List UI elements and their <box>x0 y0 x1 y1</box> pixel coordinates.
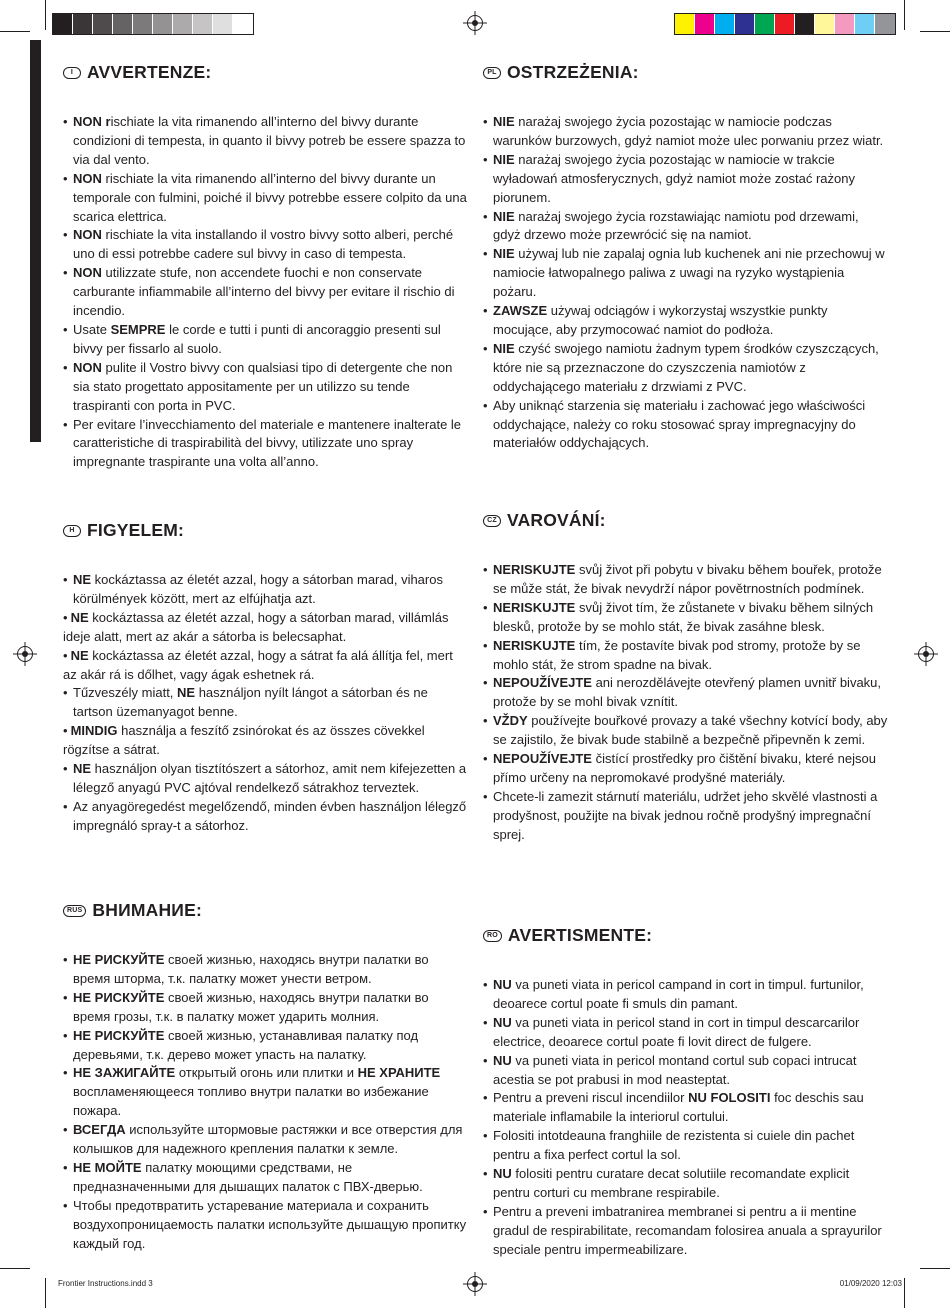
warning-keyword: НЕ ЗАЖИГАЙТЕ <box>73 1065 176 1081</box>
warning-text: Per evitare l’invecchiamento del materiale e mantenere inalterate le caratteristiche di traspirabilità del bivvy, utilizzate uno spray impregnante traspirante una volta all’anno. <box>73 416 462 470</box>
warning-keyword: NE <box>70 609 89 625</box>
warning-text: va puneti viata in pericol campand in cort in timpul. furtunilor, deoarece cortul poate fi smuls din pamant. <box>493 977 864 1011</box>
color-swatch <box>815 14 835 34</box>
crop-mark <box>0 1268 30 1269</box>
warning-item <box>483 1014 888 1052</box>
bullet: • <box>483 1052 488 1068</box>
warning-list <box>483 976 888 1260</box>
warning-text: használja a feszítő zsinórokat és az összes cövekkel rögzítse a sátrat. <box>63 723 425 758</box>
section-hungarian <box>63 520 468 836</box>
warning-text: rischiate la vita rimanendo all’interno del bivvy durante un temporale con fulmini, poiché il bivvy potrebbe essere colpito da una scarica elettrica. <box>73 170 467 224</box>
color-swatch <box>173 14 193 34</box>
warning-text: va puneti viata in pericol stand in cort in timpul descarcarilor electrice, deoarece cortul poate fi lovit direct de fulgere. <box>493 1014 860 1049</box>
warning-item <box>483 1165 888 1203</box>
warning-text: Aby uniknąć starzenia się materiału i zachować jego właściwości oddychające, należy co roku stosować spray impregnacyjny do materiałów oddychających. <box>493 397 866 451</box>
section-title: ВНИМАНИЕ: <box>92 900 202 920</box>
warning-keyword: SEMPRE <box>110 321 166 337</box>
bullet: • <box>63 609 68 625</box>
warning-keyword: NIE <box>493 114 515 129</box>
warning-item <box>483 113 888 151</box>
warning-text: Tűzveszély miatt, <box>73 685 178 701</box>
bullet: • <box>483 1090 488 1106</box>
crop-mark <box>920 31 950 32</box>
bullet: • <box>63 1122 68 1138</box>
warning-keyword: NU FOLOSITI <box>688 1090 771 1106</box>
warning-text: kockáztassa az életét azzal, hogy a sátorban marad, villámlás ideje alatt, mert az akár a sátorba is belecsaphat. <box>63 609 449 644</box>
warning-keyword: НЕ ХРАНИТЕ <box>357 1065 441 1081</box>
section-title: AVVERTENZE: <box>87 62 212 82</box>
color-swatch <box>855 14 875 34</box>
crop-mark <box>0 31 30 32</box>
warning-text: используйте штормовые растяжки и все отверстия для колышков для надежного крепления палатки к земле. <box>73 1122 463 1157</box>
section-heading <box>63 62 468 83</box>
section-italian <box>63 62 468 472</box>
section-title: FIGYELEM: <box>87 520 185 540</box>
bullet: • <box>483 1128 488 1144</box>
warning-keyword: NE <box>73 761 92 777</box>
bullet: • <box>483 397 488 413</box>
color-swatch <box>795 14 815 34</box>
warning-item <box>63 722 468 760</box>
warning-keyword: NON <box>73 227 102 243</box>
bullet: • <box>483 788 488 804</box>
warning-item <box>63 609 468 647</box>
warning-list <box>63 571 468 836</box>
warning-item <box>63 1197 468 1254</box>
bullet: • <box>483 1203 488 1219</box>
warning-keyword: NEPOUŽÍVEJTE <box>493 675 592 691</box>
warning-text: Chcete-li zamezit stárnutí materiálu, udržet jeho skvělé vlastnosti a prodyšnost, použijte na bivak jednou ročně prodyšný impregnační sprej. <box>493 788 878 842</box>
warning-text: čistící prostředky pro čištění bivaku, které nejsou přímo určeny na nepromokavé prodyšné materiály. <box>493 751 876 785</box>
warning-item <box>483 397 888 454</box>
warning-text: használjon nyílt lángot a sátorban és ne tartson üzemanyagot benne. <box>73 685 428 720</box>
warning-text: Folositi intotdeauna franghiile de rezistenta si cuiele din pachet pentru a fixa perfect cortul la sol. <box>493 1128 855 1163</box>
crop-mark <box>45 1278 46 1308</box>
warning-text: kockáztassa az életét azzal, hogy a sátorban marad, viharos körülmények között, mert az elfújhatja azt. <box>73 572 443 606</box>
warning-item <box>63 798 468 836</box>
warning-keyword: NERISKUJTE <box>493 599 576 615</box>
bullet: • <box>63 723 68 739</box>
section-heading <box>483 510 888 531</box>
bullet: • <box>483 713 488 729</box>
warning-item <box>63 647 468 685</box>
section-title: AVERTISMENTE: <box>507 925 653 945</box>
warning-item <box>483 1127 888 1165</box>
warning-list <box>63 113 468 472</box>
bullet: • <box>63 170 68 186</box>
bullet: • <box>63 572 68 587</box>
bullet: • <box>63 1065 68 1081</box>
warning-item <box>483 208 888 246</box>
color-swatch <box>193 14 213 34</box>
warning-keyword: NE <box>73 572 92 587</box>
warning-item <box>483 1203 888 1260</box>
section-title: VAROVÁNÍ: <box>507 510 606 530</box>
section-heading <box>63 520 468 541</box>
warning-item <box>483 750 888 788</box>
warning-item <box>63 264 468 321</box>
warning-item <box>483 302 888 340</box>
warning-text: Чтобы предотвратить устаревание материала и сохранить воздухопроницаемость палатки используйте дышащую пропитку каждый год. <box>73 1197 467 1251</box>
warning-text: utilizzate stufe, non accendete fuochi e non conservate carburante infiammabile all’interno del bivvy per evitare il rischio di incendio. <box>73 265 455 319</box>
bullet: • <box>63 1027 68 1043</box>
warning-text: Pentru a preveni imbatranirea membranei si pentru a ii mentine gradul de respirabilitate, recomandam folosirea anuala a sprayurilor speciale pentru impermeabilizare. <box>493 1203 882 1257</box>
color-swatch <box>715 14 735 34</box>
warning-text: воспламеняющееся топливо внутри палатки во избежание пожара. <box>73 1084 429 1119</box>
warning-text: používejte bouřkové provazy a také všechny kotvící body, aby se zajistilo, že bivak bude stabilně a bezpečně připevněn k zemi. <box>493 713 888 748</box>
warning-item <box>63 416 468 473</box>
section-heading <box>63 900 468 921</box>
bullet: • <box>483 246 488 262</box>
warning-text: своей жизнью, устанавливая палатку под деревьями, т.к. дерево может упасть на палатку. <box>73 1027 419 1062</box>
warning-text: używaj lub nie zapalaj ognia lub kuchenek ani nie przechowuj w namiocie łatwopalnego paliwa z uwagi na ryzyko wystąpienia pożaru. <box>493 246 885 300</box>
footer-file-name: Frontier Instructions.indd 3 <box>58 1279 153 1288</box>
warning-text: narażaj swojego życia rozstawiając namiotu pod drzewami, gdyż drzewo może przewrócić się na namiot. <box>493 208 859 243</box>
warning-text: pulite il Vostro bivvy con qualsiasi tipo di detergente che non sia stato progettato appositamente per un utilizzo su tende traspiranti con porta in PVC. <box>73 359 453 413</box>
warning-text: foc deschis sau materiale inflamabile la interiorul cortului. <box>493 1090 864 1125</box>
color-swatch <box>675 14 695 34</box>
warning-text: czyść swojego namiotu żadnym typem środków czyszczących, które nie są przeznaczone do czyszczenia namiotów z oddychającego materiału z drzwiami z PVC. <box>493 340 879 394</box>
warning-keyword: NEPOUŽÍVEJTE <box>493 751 592 767</box>
crop-mark <box>904 1278 905 1308</box>
warning-keyword: NE <box>177 685 196 701</box>
warning-item <box>483 1052 888 1090</box>
warning-item <box>63 684 468 722</box>
warning-item <box>63 1159 468 1197</box>
bullet: • <box>483 675 488 691</box>
section-heading <box>483 62 888 83</box>
warning-text: narażaj swojego życia pozostając w namiocie w trakcie wyładowań atmosferycznych, gdyż namiot może zostać rażony piorunem. <box>493 151 855 205</box>
warning-keyword: NU <box>493 1014 512 1030</box>
language-badge: H <box>63 525 81 537</box>
warning-item <box>63 760 468 798</box>
bullet: • <box>63 647 68 663</box>
bullet: • <box>483 340 488 356</box>
warning-item <box>63 571 468 609</box>
registration-mark-bottom <box>467 1276 483 1292</box>
warning-item <box>63 226 468 264</box>
bullet: • <box>63 685 68 701</box>
section-heading <box>483 925 888 946</box>
warning-keyword: NIE <box>493 151 515 167</box>
color-swatch <box>53 14 73 34</box>
language-badge: PL <box>483 67 501 79</box>
warning-text: rischiate la vita installando il vostro bivvy sotto alberi, perché uno di essi potrebbe cadere sul bivvy in caso di tempesta. <box>73 227 454 262</box>
bullet: • <box>483 151 488 167</box>
warning-keyword: NON <box>73 265 102 281</box>
warning-keyword: MINDIG <box>70 723 118 739</box>
warning-keyword: NU <box>493 1166 512 1182</box>
warning-item <box>63 1027 468 1065</box>
language-badge: I <box>63 67 81 79</box>
color-swatch <box>775 14 795 34</box>
warning-text: használjon olyan tisztítószert a sátorhoz, amit nem kifejezetten a lélegző anyagú PVC ajtóval rendelkező sátrakhoz terveztek. <box>73 761 467 795</box>
color-swatch <box>213 14 233 34</box>
bullet: • <box>63 1159 68 1175</box>
warning-item <box>63 1121 468 1159</box>
warning-text: kockáztassa az életét azzal, hogy a sátrat fa alá állítja fel, mert az akár rá is dőlhet, vagy ágak eshetnek rá. <box>63 647 453 682</box>
bullet: • <box>483 114 488 129</box>
bullet: • <box>63 989 68 1005</box>
color-swatch <box>755 14 775 34</box>
warning-item <box>63 321 468 359</box>
section-title: OSTRZEŻENIA: <box>507 62 639 82</box>
warning-text: le corde e tutti i punti di ancoraggio presenti sul bivvy per fissarlo al suolo. <box>73 321 441 356</box>
section-czech <box>483 510 888 845</box>
warning-keyword: NIE <box>493 340 515 356</box>
warning-item <box>63 170 468 227</box>
warning-text: палатку моющими средствами, не предназначенными для дышащих палаток с ПВХ-дверью. <box>73 1159 423 1194</box>
warning-item <box>483 674 888 712</box>
warning-text: открытый огонь или плитки и <box>175 1065 358 1081</box>
bullet: • <box>63 952 68 967</box>
warning-keyword: НЕ РИСКУЙТЕ <box>73 1027 165 1043</box>
grayscale-color-bar <box>52 13 254 35</box>
warning-list <box>483 113 888 453</box>
warning-keyword: NE <box>70 647 89 663</box>
language-badge: CZ <box>483 515 501 527</box>
warning-text: своей жизнью, находясь внутри палатки во время грозы, т.к. в палатку может ударить молния. <box>73 989 429 1024</box>
color-swatch <box>735 14 755 34</box>
warning-text: Pentru a preveni riscul incendiilor <box>493 1090 689 1106</box>
warning-item <box>483 245 888 302</box>
bullet: • <box>63 227 68 243</box>
color-swatch <box>153 14 173 34</box>
warning-item <box>483 637 888 675</box>
color-swatch <box>835 14 855 34</box>
crop-mark <box>920 1268 950 1269</box>
language-badge: RUS <box>63 905 86 917</box>
registration-mark-top <box>467 15 483 31</box>
warning-item <box>483 340 888 397</box>
warning-list <box>483 561 888 845</box>
warning-text: svůj život při pobytu v bivaku během bouřek, protože se může stát, že bivak nevydrží nápor povětrnostních podmínek. <box>493 562 882 596</box>
color-swatch <box>875 14 895 34</box>
bullet: • <box>483 751 488 767</box>
warning-keyword: NON r <box>73 114 111 129</box>
crop-mark <box>45 0 46 30</box>
warning-item <box>63 359 468 416</box>
footer-date: 01/09/2020 12:03 <box>839 1279 902 1288</box>
color-swatch <box>113 14 133 34</box>
warning-item <box>63 951 468 989</box>
bullet: • <box>483 977 488 992</box>
warning-keyword: VŽDY <box>493 713 528 729</box>
bullet: • <box>63 265 68 281</box>
process-color-bar <box>674 13 896 35</box>
language-badge: RO <box>483 930 502 942</box>
warning-keyword: НЕ МОЙТЕ <box>73 1159 142 1175</box>
warning-keyword: NON <box>73 170 102 186</box>
warning-keyword: NON <box>73 359 102 375</box>
warning-keyword: НЕ РИСКУЙТЕ <box>73 952 165 967</box>
registration-mark-right <box>918 646 934 662</box>
bullet: • <box>63 321 68 337</box>
color-swatch <box>73 14 93 34</box>
warning-item <box>483 712 888 750</box>
bullet: • <box>483 208 488 224</box>
section-romanian <box>483 925 888 1260</box>
warning-keyword: ВСЕГДА <box>73 1122 126 1138</box>
warning-text: ischiate la vita rimanendo all’interno del bivvy durante condizioni di tempesta, in quanto il bivvy potreb be essere spazza to via dal vento. <box>73 114 466 167</box>
warning-item <box>483 151 888 208</box>
bullet: • <box>63 761 68 777</box>
warning-text: Usate <box>73 321 111 337</box>
section-polish <box>483 62 888 453</box>
warning-text: va puneti viata in pericol montand cortul sub copaci intrucat acestia se pot prabusi in mod neasteptat. <box>493 1052 857 1087</box>
warning-text: своей жизнью, находясь внутри палатки во время шторма, т.к. палатку может унести ветром. <box>73 952 429 986</box>
bullet: • <box>483 303 488 319</box>
warning-text: svůj život tím, že zůstanete v bivaku během silných blesků, protože by se mohlo stát, že bivak zasáhne blesk. <box>493 599 874 634</box>
bullet: • <box>483 1014 488 1030</box>
warning-item <box>483 599 888 637</box>
bullet: • <box>483 637 488 653</box>
warning-text: folositi pentru curatare decat solutiile recomandate explicit pentru corturi cu membrane respirabile. <box>493 1166 850 1200</box>
section-russian <box>63 900 468 1254</box>
color-swatch <box>695 14 715 34</box>
color-swatch <box>93 14 113 34</box>
warning-item <box>483 788 888 845</box>
crop-mark <box>904 0 905 30</box>
warning-text: ani nerozdělávejte otevřený plamen uvnitř bivaku, protože by se mohl bivak vznítit. <box>493 675 882 710</box>
bullet: • <box>63 359 68 375</box>
bullet: • <box>63 114 68 129</box>
warning-item <box>63 1064 468 1121</box>
registration-mark-left <box>17 646 33 662</box>
warning-keyword: NERISKUJTE <box>493 637 576 653</box>
warning-text: używaj odciągów i wykorzystaj wszystkie punkty mocujące, aby przymocować namiot do podłoża. <box>493 303 828 337</box>
warning-item <box>483 1089 888 1127</box>
warning-text: tím, že postavíte bivak pod stromy, protože by se mohlo stát, že strom spadne na bivak. <box>493 637 861 672</box>
warning-keyword: NERISKUJTE <box>493 562 576 577</box>
warning-keyword: НЕ РИСКУЙТЕ <box>73 989 165 1005</box>
warning-keyword: NU <box>493 1052 512 1068</box>
bullet: • <box>483 599 488 615</box>
bullet: • <box>63 1197 68 1213</box>
warning-item <box>483 976 888 1014</box>
warning-keyword: NU <box>493 977 512 992</box>
warning-keyword: ZAWSZE <box>493 303 548 319</box>
bullet: • <box>63 416 68 432</box>
color-swatch <box>133 14 153 34</box>
warning-item <box>483 561 888 599</box>
warning-text: narażaj swojego życia pozostając w namiocie podczas warunków burzowych, gdyż namiot może ulec porwaniu przez wiatr. <box>493 114 884 148</box>
bullet: • <box>63 798 68 814</box>
bullet: • <box>483 562 488 577</box>
page-edge-tab <box>30 40 41 442</box>
warning-item <box>63 989 468 1027</box>
warning-text: Az anyagöregedést megelőzendő, minden évben használjon lélegző impregnáló spray-t a sátorhoz. <box>73 798 467 833</box>
warning-item <box>63 113 468 170</box>
warning-keyword: NIE <box>493 246 515 262</box>
warning-list <box>63 951 468 1254</box>
bullet: • <box>483 1166 488 1182</box>
color-swatch <box>233 14 253 34</box>
warning-keyword: NIE <box>493 208 515 224</box>
